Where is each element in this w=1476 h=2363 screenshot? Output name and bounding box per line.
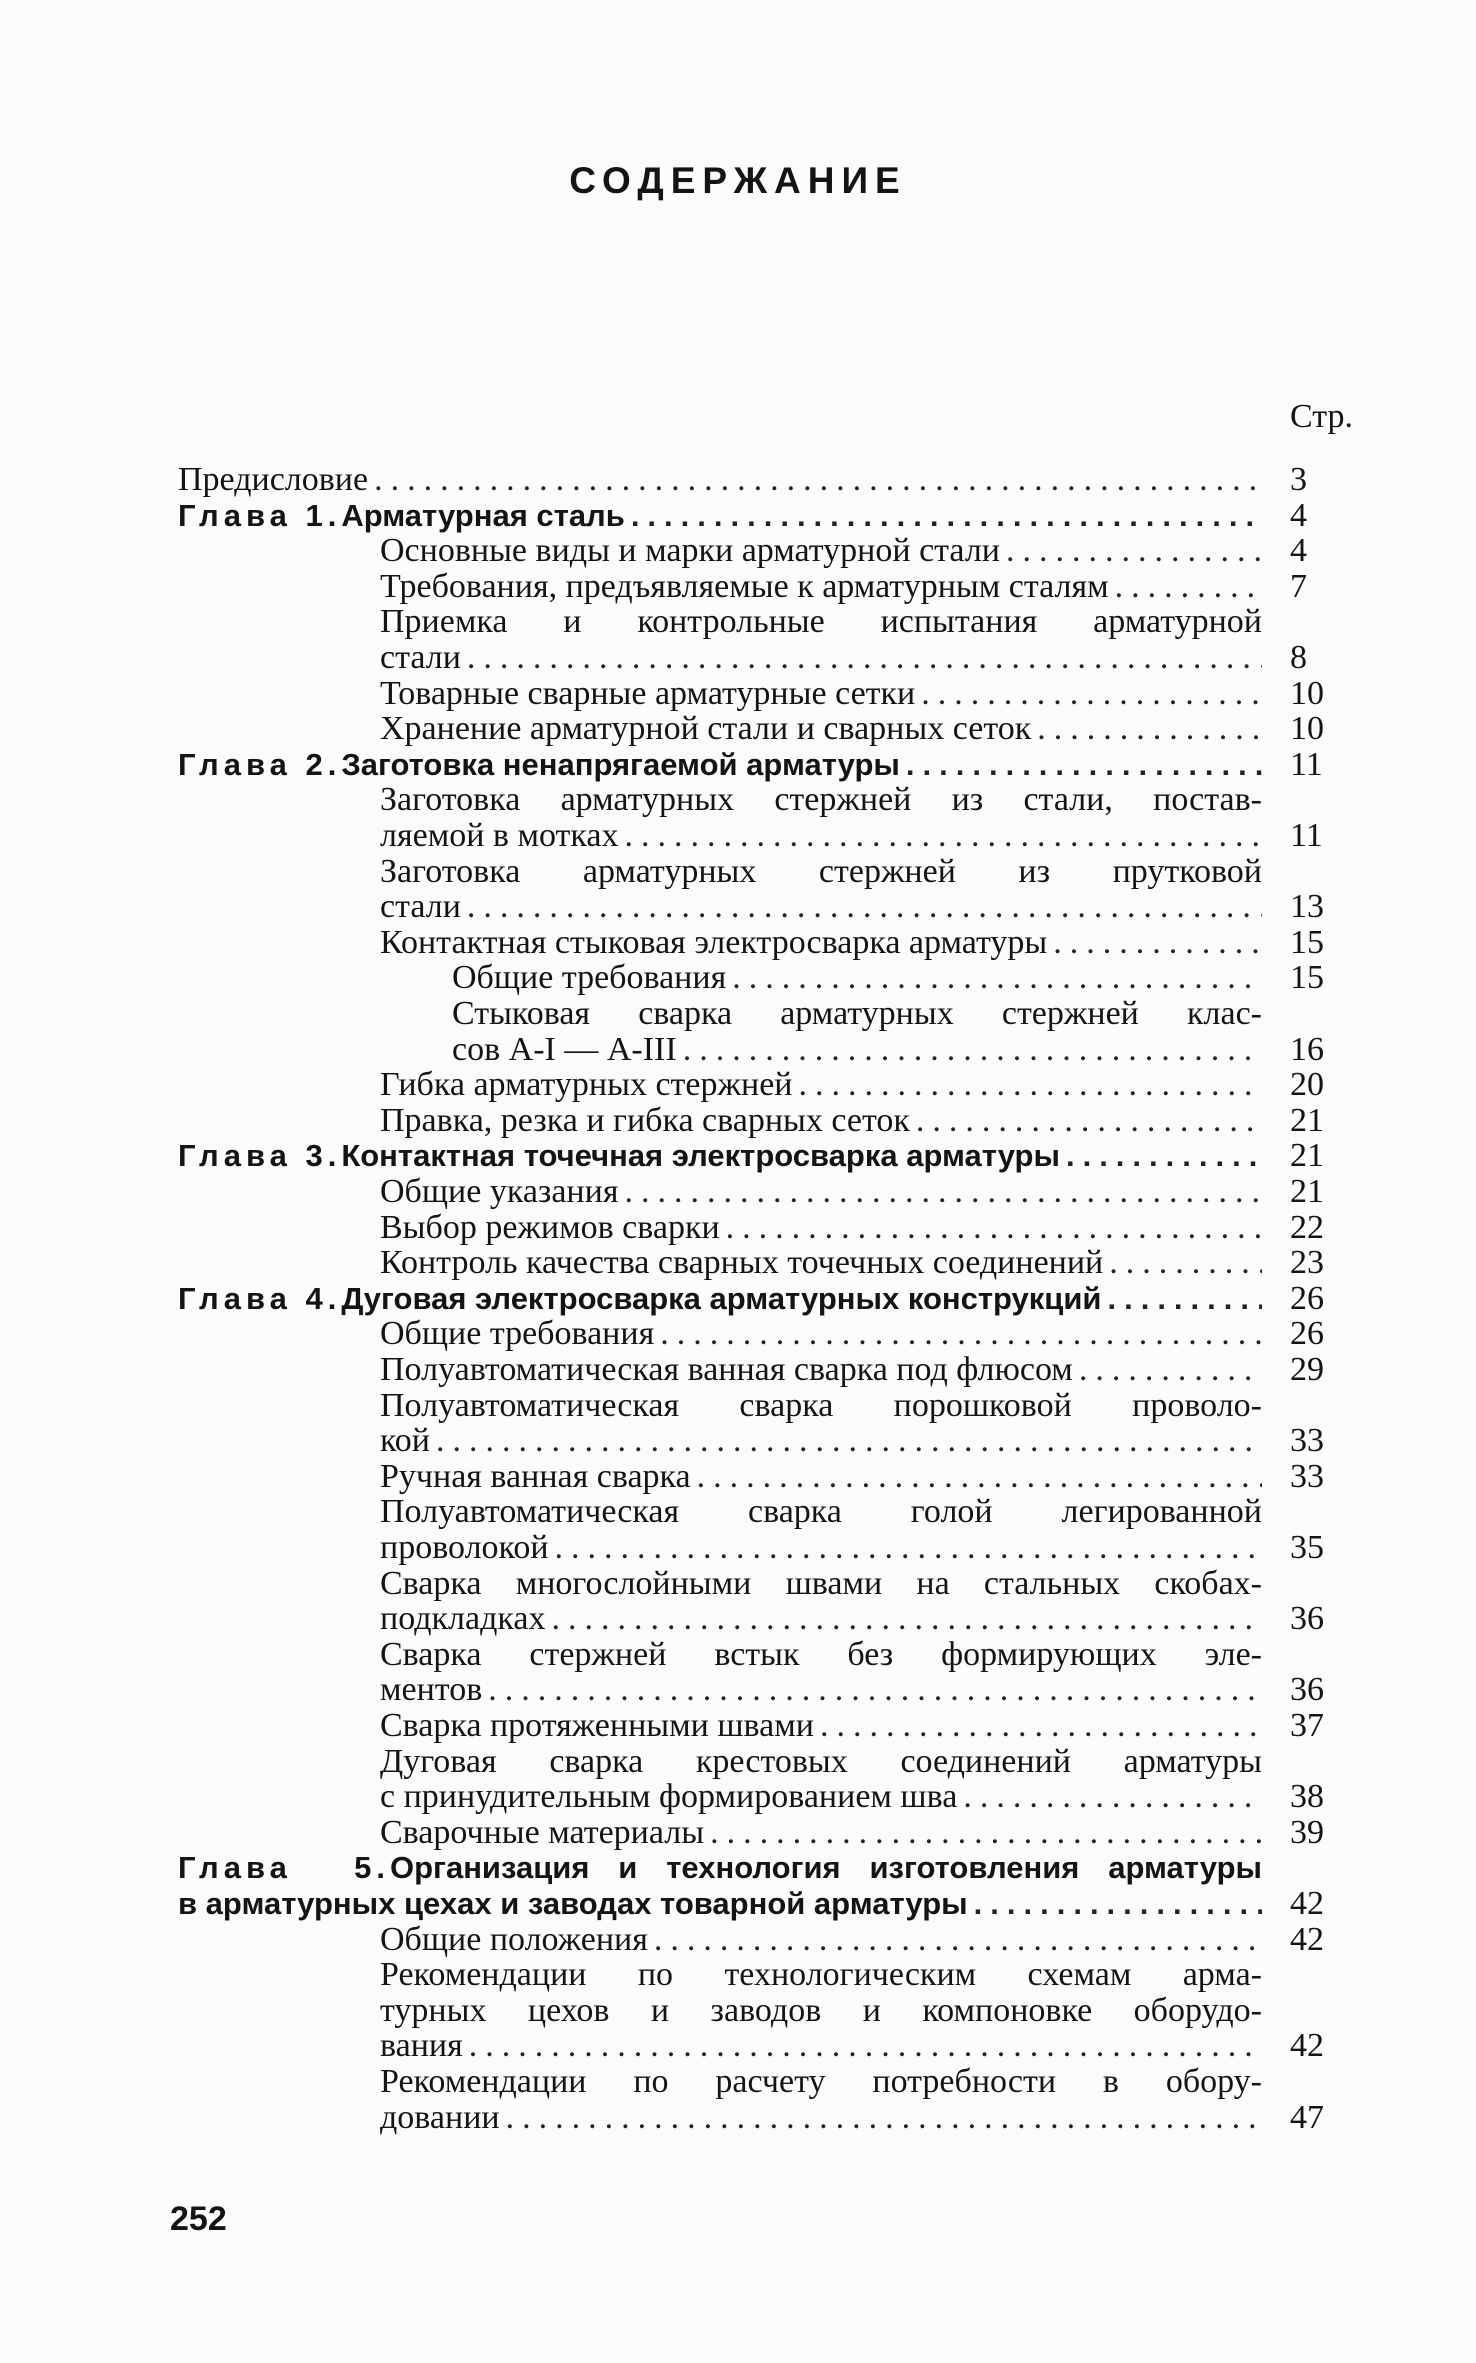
toc-entry xyxy=(380,1459,1262,1495)
dot-leader xyxy=(1000,533,1262,569)
dot-leader xyxy=(720,1210,1262,1246)
toc-entry xyxy=(380,1423,1262,1459)
entry-page-number: 21 xyxy=(1290,1173,1324,1210)
entry-title: Требования, предъявляемые к арматурным сталям xyxy=(380,568,1109,605)
entry-title: Основные виды и марки арматурной стали xyxy=(380,532,1000,569)
entry-page-number: 42 xyxy=(1290,1921,1324,1958)
entry-title: Выбор режимов сварки xyxy=(380,1209,720,1246)
toc-entry xyxy=(178,1850,1262,1886)
entry-page-number: 20 xyxy=(1290,1066,1324,1103)
entry-page-number: 21 xyxy=(1290,1102,1324,1139)
toc-entry xyxy=(380,1067,1262,1103)
entry-page-number: 26 xyxy=(1290,1280,1324,1317)
toc-entry xyxy=(178,462,1262,498)
dot-leader xyxy=(957,1779,1262,1815)
dot-leader xyxy=(461,640,1262,676)
page-number: 252 xyxy=(170,2200,227,2238)
chapter-label: Глава 5. xyxy=(178,1850,390,1885)
entry-page-number: 15 xyxy=(1290,924,1324,961)
entry-title: Гибка арматурных стержней xyxy=(380,1066,793,1103)
toc-entry xyxy=(380,2028,1262,2064)
dot-leader xyxy=(814,1708,1262,1744)
entry-title: Товарные сварные арматурные сетки xyxy=(380,675,916,712)
entry-page-number: 10 xyxy=(1290,675,1324,712)
toc-entry xyxy=(380,1245,1262,1281)
toc-entry xyxy=(380,604,1262,640)
entry-page-number: 11 xyxy=(1290,746,1323,783)
entry-title: Сварка протяженными швами xyxy=(380,1707,814,1744)
toc-entry xyxy=(452,1032,1262,1068)
entry-page-number: 15 xyxy=(1290,959,1324,996)
toc-entry xyxy=(380,2100,1262,2136)
entry-page-number: 35 xyxy=(1290,1529,1324,1566)
toc-entry xyxy=(380,1388,1262,1424)
toc-entry xyxy=(380,889,1262,925)
entry-page-number: 26 xyxy=(1290,1315,1324,1352)
dot-leader xyxy=(461,889,1262,925)
dot-leader xyxy=(545,1601,1262,1637)
entry-page-number: 22 xyxy=(1290,1209,1324,1246)
entry-page-number: 13 xyxy=(1290,888,1324,925)
entry-page-number: 36 xyxy=(1290,1600,1324,1637)
entry-title: Стыковая сварка арматурных стержней клас- xyxy=(452,995,1262,1032)
toc-entry xyxy=(380,1708,1262,1744)
toc-entry xyxy=(380,1494,1262,1530)
dot-leader xyxy=(463,2028,1262,2064)
entry-title: Сварка многослойными швами на стальных скобах- xyxy=(380,1565,1262,1602)
toc-entry xyxy=(380,1957,1262,1993)
toc-entry xyxy=(380,1993,1262,2029)
dot-leader xyxy=(1060,1138,1262,1174)
entry-title: Общие требования xyxy=(452,959,727,996)
entry-title: Заготовка арматурных стержней из стали, постав- xyxy=(380,781,1262,818)
dot-leader xyxy=(549,1530,1262,1566)
entry-title: Сварочные материалы xyxy=(380,1814,705,1851)
toc-entry xyxy=(178,1886,1262,1922)
toc-entry xyxy=(380,1744,1262,1780)
entry-title: стали xyxy=(380,639,461,676)
entry-page-number: 33 xyxy=(1290,1422,1324,1459)
entry-title: проволокой xyxy=(380,1529,549,1566)
dot-leader xyxy=(1073,1352,1262,1388)
entry-page-number: 10 xyxy=(1290,710,1324,747)
entry-title: довании xyxy=(380,2099,500,2136)
entry-title: Полуавтоматическая ванная сварка под флюсом xyxy=(380,1351,1073,1388)
chapter-label: Глава 3. xyxy=(178,1138,342,1173)
dot-leader xyxy=(618,818,1262,854)
dot-leader xyxy=(1047,925,1262,961)
toc-entry xyxy=(380,1637,1262,1673)
entry-title: Предисловие xyxy=(178,461,369,498)
toc-entry xyxy=(178,747,1262,783)
entry-title: стали xyxy=(380,888,461,925)
entry-title: ментов xyxy=(380,1671,483,1708)
dot-leader xyxy=(691,1459,1262,1495)
chapter-title: Заготовка ненапрягаемой арматуры xyxy=(341,747,900,782)
dot-leader xyxy=(677,1032,1262,1068)
dot-leader xyxy=(726,960,1262,996)
dot-leader xyxy=(1103,1245,1262,1281)
entry-page-number: 4 xyxy=(1290,497,1307,534)
entry-page-number: 4 xyxy=(1290,532,1307,569)
entry-title: Рекомендации по технологическим схемам арма- xyxy=(380,1956,1262,1993)
entry-page-number: 23 xyxy=(1290,1244,1324,1281)
entry-title: ляемой в мотках xyxy=(380,817,619,854)
entry-title: Дуговая сварка крестовых соединений арматуры xyxy=(380,1743,1262,1780)
toc-entry xyxy=(380,782,1262,818)
chapter-title: Дуговая электросварка арматурных конструкций xyxy=(341,1281,1102,1316)
toc-entry xyxy=(380,1672,1262,1708)
dot-leader xyxy=(915,676,1262,712)
dot-leader xyxy=(625,498,1262,534)
entry-title: сов А-I — А-III xyxy=(452,1031,677,1068)
toc-entry xyxy=(178,498,1262,534)
toc-entry xyxy=(380,1601,1262,1637)
entry-page-number: 36 xyxy=(1290,1671,1324,1708)
entry-page-number: 8 xyxy=(1290,639,1307,676)
dot-leader xyxy=(704,1815,1262,1851)
dot-leader xyxy=(1109,569,1262,605)
dot-leader xyxy=(648,1922,1262,1958)
page-column-header: Стр. xyxy=(1290,398,1354,435)
toc-entry xyxy=(380,533,1262,569)
toc-entry xyxy=(380,569,1262,605)
dot-leader xyxy=(430,1423,1262,1459)
toc-entry xyxy=(178,1138,1262,1174)
chapter-title: Организация и технология изготовления арматуры xyxy=(390,1850,1262,1885)
toc-entry xyxy=(380,1210,1262,1246)
dot-leader xyxy=(1101,1281,1262,1317)
toc-entry xyxy=(380,1530,1262,1566)
toc-entry xyxy=(380,2064,1262,2100)
entry-page-number: 47 xyxy=(1290,2099,1324,2136)
entry-page-number: 21 xyxy=(1290,1137,1324,1174)
toc-entry xyxy=(380,1352,1262,1388)
entry-title: турных цехов и заводов и компоновке оборудо- xyxy=(380,1992,1262,2029)
entry-page-number: 39 xyxy=(1290,1814,1324,1851)
chapter-label: Глава 4. xyxy=(178,1281,342,1316)
dot-leader xyxy=(1031,711,1262,747)
page-title: СОДЕРЖАНИЕ xyxy=(569,160,907,201)
chapter-title: Контактная точечная электросварка арматуры xyxy=(341,1138,1060,1173)
dot-leader xyxy=(654,1316,1262,1352)
entry-title: Общие положения xyxy=(380,1921,648,1958)
toc-entry xyxy=(380,1103,1262,1139)
entry-title: Полуавтоматическая сварка порошковой проволо- xyxy=(380,1387,1262,1424)
entry-page-number: 16 xyxy=(1290,1031,1324,1068)
dot-leader xyxy=(792,1067,1262,1103)
entry-page-number: 29 xyxy=(1290,1351,1324,1388)
entry-title: Рекомендации по расчету потребности в обору- xyxy=(380,2063,1262,2100)
toc-entry xyxy=(380,640,1262,676)
dot-leader xyxy=(618,1174,1262,1210)
dot-leader xyxy=(910,1103,1262,1139)
entry-title: Общие требования xyxy=(380,1315,655,1352)
entry-title: Контроль качества сварных точечных соединений xyxy=(380,1244,1104,1281)
entry-page-number: 42 xyxy=(1290,2027,1324,2064)
toc-entry xyxy=(380,854,1262,890)
entry-page-number: 7 xyxy=(1290,568,1307,605)
toc-entry xyxy=(380,925,1262,961)
toc-entry xyxy=(380,818,1262,854)
toc-entry xyxy=(380,1174,1262,1210)
toc-entry xyxy=(452,996,1262,1032)
dot-leader xyxy=(900,747,1262,783)
entry-title: Сварка стержней встык без формирующих эле- xyxy=(380,1636,1262,1673)
toc-entry xyxy=(380,1815,1262,1851)
entry-title: Полуавтоматическая сварка голой легированной xyxy=(380,1493,1262,1530)
chapter-title: Арматурная сталь xyxy=(341,498,625,533)
toc-entry xyxy=(380,1779,1262,1815)
toc-entry xyxy=(380,711,1262,747)
toc-entry xyxy=(380,676,1262,712)
chapter-label: Глава 2. xyxy=(178,747,342,782)
dot-leader xyxy=(500,2100,1262,2136)
toc-entry xyxy=(380,1316,1262,1352)
entry-title: Приемка и контрольные испытания арматурной xyxy=(380,603,1262,640)
entry-title: Общие указания xyxy=(380,1173,619,1210)
entry-title: Хранение арматурной стали и сварных сеток xyxy=(380,710,1032,747)
dot-leader xyxy=(368,462,1262,498)
entry-page-number: 37 xyxy=(1290,1707,1324,1744)
entry-page-number: 38 xyxy=(1290,1778,1324,1815)
entry-title: подкладках xyxy=(380,1600,546,1637)
entry-title: вания xyxy=(380,2027,463,2064)
toc-entry xyxy=(452,960,1262,996)
entry-title: кой xyxy=(380,1422,430,1459)
toc-entry xyxy=(178,1281,1262,1317)
entry-page-number: 3 xyxy=(1290,461,1307,498)
toc-entry xyxy=(380,1922,1262,1958)
chapter-label: Глава 1. xyxy=(178,498,342,533)
dot-leader xyxy=(968,1886,1262,1922)
entry-title: Заготовка арматурных стержней из прутковой xyxy=(380,853,1262,890)
entry-title: Правка, резка и гибка сварных сеток xyxy=(380,1102,910,1139)
entry-page-number: 33 xyxy=(1290,1458,1324,1495)
entry-title: с принудительным формированием шва xyxy=(380,1778,958,1815)
entry-title: Ручная ванная сварка xyxy=(380,1458,691,1495)
dot-leader xyxy=(482,1672,1262,1708)
chapter-title: в арматурных цехах и заводах товарной арматуры xyxy=(178,1886,968,1921)
toc-entry xyxy=(380,1566,1262,1602)
entry-page-number: 42 xyxy=(1290,1885,1324,1922)
entry-title: Контактная стыковая электросварка арматуры xyxy=(380,924,1048,961)
entry-page-number: 11 xyxy=(1290,817,1323,854)
